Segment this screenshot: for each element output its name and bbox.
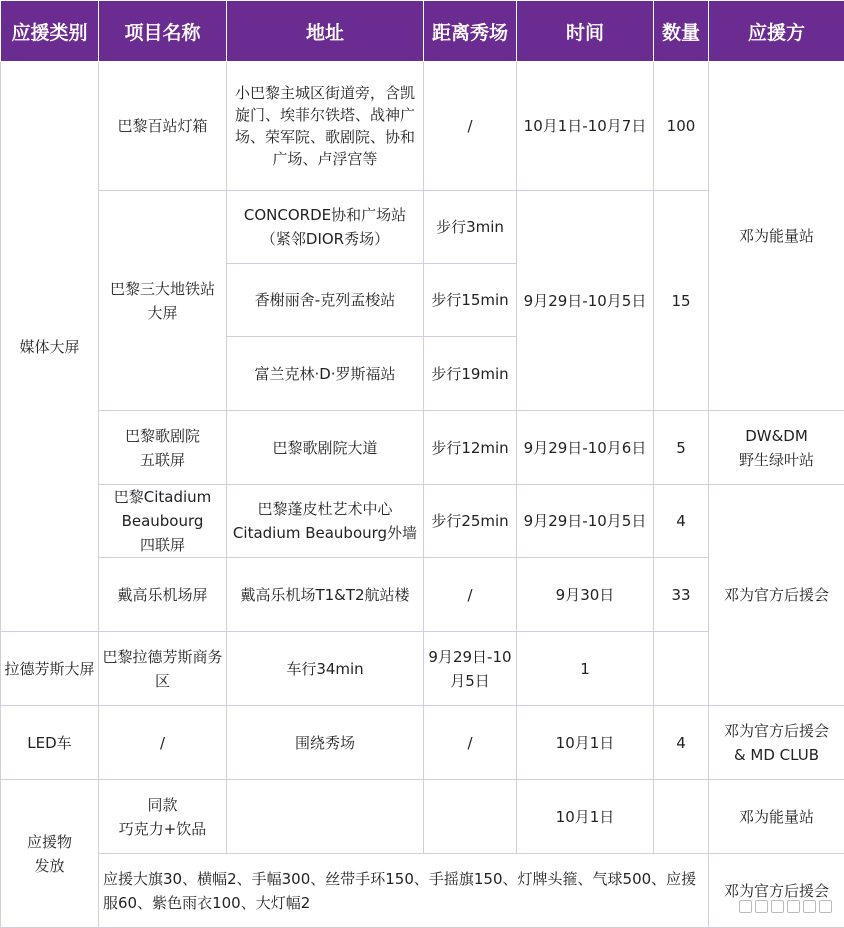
- header-project: 项目名称: [99, 1, 227, 62]
- distance: 步行12min: [424, 411, 517, 485]
- address: 巴黎歌剧院大道: [227, 411, 424, 485]
- project-name: 巴黎百站灯箱: [99, 62, 227, 191]
- address: 富兰克林·D·罗斯福站: [227, 337, 424, 411]
- time: 9月29日-10月5日: [517, 191, 654, 411]
- project-name: 巴黎三大地铁站 大屏: [99, 191, 227, 411]
- category-media: 媒体大屏: [1, 62, 99, 632]
- distance: 步行25min: [424, 485, 517, 558]
- header-address: 地址: [227, 1, 424, 62]
- sponsor: 邓为官方后援会 & MD CLUB: [709, 706, 844, 780]
- distance: /: [424, 62, 517, 191]
- project-name: 戴高乐机场屏: [99, 558, 227, 632]
- time: 10月1日-10月7日: [517, 62, 654, 191]
- header-time: 时间: [517, 1, 654, 62]
- header-row: [1, 1, 844, 62]
- address: CONCORDE协和广场站 （紧邻DIOR秀场）: [227, 191, 424, 264]
- address: 巴黎拉德芳斯商务区: [99, 632, 227, 706]
- time: 9月30日: [517, 558, 654, 632]
- address: 香榭丽舍-克列孟梭站: [227, 264, 424, 337]
- sponsor-official-club: 邓为官方后援会: [709, 485, 844, 706]
- time: 9月29日-10月5日: [424, 632, 517, 706]
- distance: 步行19min: [424, 337, 517, 411]
- distance: [424, 780, 517, 854]
- time: 9月29日-10月5日: [517, 485, 654, 558]
- project-name: 拉德芳斯大屏: [1, 632, 99, 706]
- table-row: [1, 485, 844, 558]
- quantity: 100: [654, 62, 709, 191]
- address: 巴黎蓬皮杜艺术中心 Citadium Beaubourg外墙: [227, 485, 424, 558]
- sponsor: 邓为能量站: [709, 780, 844, 854]
- quantity: 4: [654, 706, 709, 780]
- sponsor: DW&DM 野生绿叶站: [709, 411, 844, 485]
- project-name: /: [99, 706, 227, 780]
- distance: /: [424, 706, 517, 780]
- distance: 步行3min: [424, 191, 517, 264]
- quantity: [654, 780, 709, 854]
- category-led: LED车: [1, 706, 99, 780]
- project-name: 同款 巧克力+饮品: [99, 780, 227, 854]
- time: 9月29日-10月6日: [517, 411, 654, 485]
- distance: 车行34min: [227, 632, 424, 706]
- sponsor-energy-station: 邓为能量站: [709, 62, 844, 411]
- category-goods: 应援物 发放: [1, 780, 99, 928]
- quantity: 1: [517, 632, 654, 706]
- table-row: [1, 780, 844, 854]
- quantity: 4: [654, 485, 709, 558]
- header-quantity: 数量: [654, 1, 709, 62]
- quantity: 33: [654, 558, 709, 632]
- address: 小巴黎主城区街道旁，含凯旋门、埃菲尔铁塔、战神广场、荣军院、歌剧院、协和广场、卢浮宫等: [227, 62, 424, 191]
- table-row: [1, 62, 844, 191]
- table-row: [1, 854, 844, 928]
- header-distance: 距离秀场: [424, 1, 517, 62]
- distance: /: [424, 558, 517, 632]
- address: [227, 780, 424, 854]
- time: 10月1日: [517, 780, 654, 854]
- header-category: 应援类别: [1, 1, 99, 62]
- time: 10月1日: [517, 706, 654, 780]
- quantity: 15: [654, 191, 709, 411]
- address: 围绕秀场: [227, 706, 424, 780]
- sponsor: 邓为官方后援会: [709, 854, 844, 928]
- table-row: [1, 706, 844, 780]
- header-sponsor: 应援方: [709, 1, 844, 62]
- distance: 步行15min: [424, 264, 517, 337]
- project-name: 巴黎Citadium Beaubourg 四联屏: [99, 485, 227, 558]
- support-items-list: 应援大旗30、横幅2、手幅300、丝带手环150、手摇旗150、灯牌头箍、气球500、应援服60、紫色雨衣100、大灯幅2: [99, 854, 709, 928]
- watermark-icons: [739, 900, 832, 913]
- project-name: 巴黎歌剧院 五联屏: [99, 411, 227, 485]
- address: 戴高乐机场T1&T2航站楼: [227, 558, 424, 632]
- quantity: 5: [654, 411, 709, 485]
- table-row: [1, 411, 844, 485]
